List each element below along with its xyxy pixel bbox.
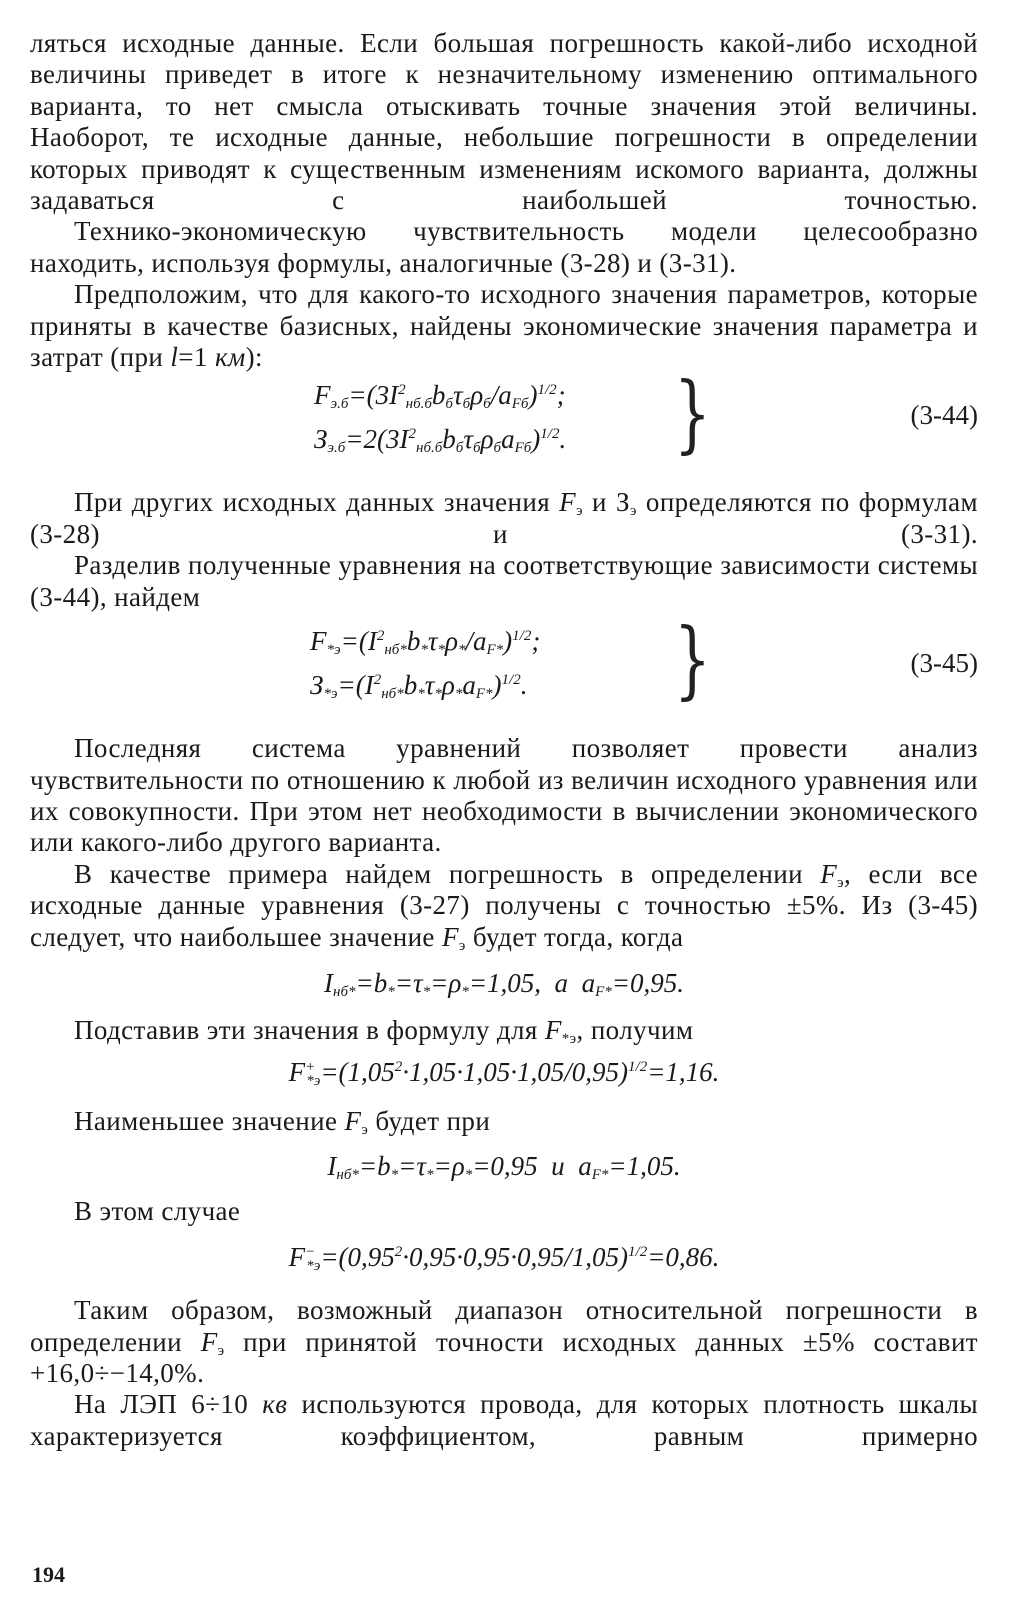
right-brace: } (674, 364, 711, 463)
paragraph-11: Таким образом, возможный диапазон относительной погрешности в определении $F_э$ при принятой точности исходных данных ±5% составит +16,0÷−14,0%. (30, 1295, 979, 1388)
paragraph-12: На ЛЭП 6÷10 кв используются провода, для которых плотность шкалы характеризуется коэффициентом, равным примерно (30, 1389, 978, 1451)
paragraph-5: Разделив полученные уравнения на соответствующие зависимости системы (3-44), найдем (30, 550, 978, 612)
eq-max-condition: $I_{нб*}=b_*=\tau_*=\rho_*=1,05$, а $a_{F*}=0,95$. (324, 967, 684, 1000)
right-brace: } (674, 609, 711, 709)
paragraph-10: В этом случае (74, 1195, 241, 1226)
paragraph-9: Наименьшее значение $F_э$ будет при (74, 1106, 491, 1139)
paragraph-2: Технико-экономическую чувствительность модели целесообразно находить, используя формулы, аналогичные (3-28) и (3-31). (30, 216, 978, 278)
page-number: 194 (32, 1562, 65, 1587)
eq-3-45-number: (3-45) (910, 648, 978, 679)
paragraph-4: При других исходных данных значения $F_э$ и $З_э$ определяются по формулам (3-28) и (3-31). (30, 487, 978, 549)
paragraph-6: Последняя система уравнений позволяет провести анализ чувствительности по отношению к любой из величин исходного уравнения или их совокупности. При этом нет необходимости в вычислении экономического или какого-либо другого варианта. (30, 733, 978, 858)
paragraph-7: В качестве примера найдем погрешность в определении $F_э$, если все исходные данные уравнения (3-27) получены с точностью ±5%. Из (3-45) следует, что наибольшее значение $F_э$ будет тогда, когда (30, 858, 978, 954)
eq-3-45-line-2: $З_{*э}=(I^2_{нб*}b_*\tau_*\rho_*a_{F*})^{1/2}$. (310, 670, 528, 703)
paragraph-1: ляться исходные данные. Если большая погрешность какой-либо исходной величины приведет в итоге к незначительному изменению оптимального варианта, то нет смысла отыскивать точные значения этой величины. Наоборот, те исходные данные, небольшие погрешности в определении которых приводят к существенным изменениям искомого варианта, должны задаваться с наибольшей точностью. (30, 28, 978, 216)
page-content (30, 28, 978, 1452)
paragraph-3: Предположим, что для какого-то исходного значения параметров, которые приняты в качестве базисных, найдены экономические значения параметра и затрат (при l=1 км): (30, 279, 978, 373)
eq-f-plus: $F^+_{*э}=(1,05^2\cdot 1,05\cdot 1,05\cdot 1,05/0,95)^{1/2}=1,16$. (288, 1057, 720, 1090)
eq-min-condition: $I_{нб*}=b_*=\tau_*=\rho_*=0,95$ и $a_{F*}=1,05$. (327, 1150, 681, 1183)
eq-3-44-number: (3-44) (910, 400, 978, 431)
eq-3-44-line-2: $З_{э.б}=2(3I^2_{нб.б}b_б\tau_б\rho_бa_{Fб})^{1/2}$. (314, 424, 567, 457)
eq-3-45-line-1: $F_{*э}=(I^2_{нб*}b_*\tau_*\rho_*/a_{F*})^{1/2}$; (310, 626, 541, 659)
eq-f-minus: $F^-_{*э}=(0,95^2\cdot 0,95\cdot 0,95\cdot 0,95/1,05)^{1/2}=0,86$. (288, 1242, 720, 1275)
equation-3-45 (30, 609, 978, 717)
paragraph-8: Подставив эти значения в формулу для $F_{*э}$, получим (74, 1014, 694, 1047)
equation-3-44 (30, 364, 978, 473)
eq-3-44-line-1: $F_{э.б}=(3I^2_{нб.б}b_б\tau_б\rho_б/a_{Fб})^{1/2}$; (314, 380, 566, 413)
